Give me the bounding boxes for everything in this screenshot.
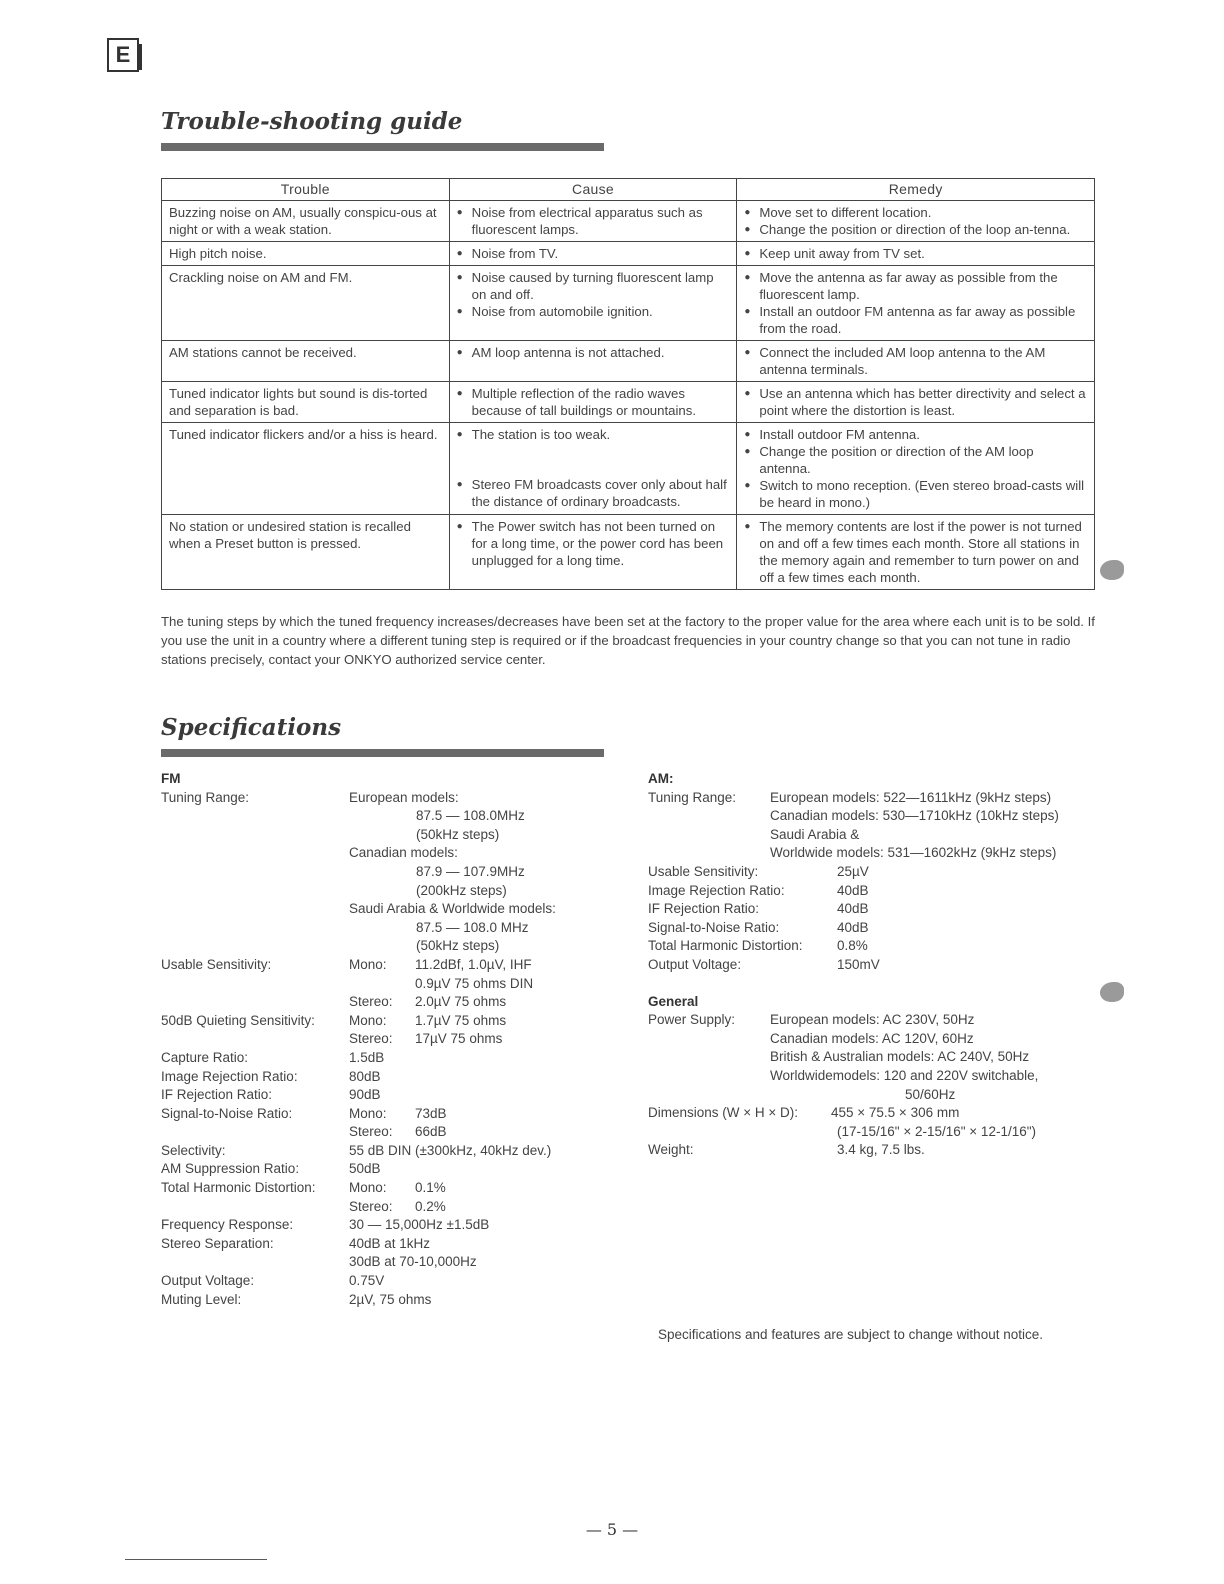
spec-mode: Mono: [349, 1180, 387, 1196]
spec-row [161, 956, 621, 1012]
spec-row [161, 1272, 621, 1291]
spec-value: 25µV [837, 863, 869, 879]
spec-label: Tuning Range: [161, 789, 250, 805]
cause-item: ● Multiple reflection of the radio waves because of tall buildings or mountains. [457, 385, 731, 419]
cause-item: ● Noise from electrical apparatus such as fluorescent lamps. [457, 204, 731, 238]
spec-value: 0.1% [415, 1180, 446, 1196]
spec-value: 40dB [837, 901, 869, 917]
decorative-line [125, 1559, 267, 1560]
spec-value: 11.2dBf, 1.0µV, IHF [415, 956, 532, 972]
spec-row [161, 1068, 621, 1087]
spec-value: 73dB [415, 1105, 447, 1121]
am-heading: AM: [648, 771, 674, 786]
spec-value: 0.8% [837, 938, 868, 954]
spec-line: 87.5 — 108.0MHz [416, 808, 525, 824]
spec-row [648, 937, 1108, 956]
spec-row [161, 789, 621, 956]
header-remedy: Remedy [737, 179, 1095, 201]
spec-value: 3.4 kg, 7.5 lbs. [837, 1142, 925, 1158]
spec-label: Usable Sensitivity: [648, 863, 759, 879]
cause-item: ● The Power switch has not been turned on for a long time, or the power cord has been unplugged for a long time. [457, 518, 731, 569]
spec-label: Tuning Range: [648, 789, 737, 805]
spec-line: Saudi Arabia & Worldwide models: [349, 901, 556, 917]
language-badge: E [107, 38, 139, 72]
scan-mark [1100, 560, 1124, 580]
fm-heading: FM [161, 771, 181, 786]
spec-value: 2.0µV 75 ohms [415, 994, 507, 1010]
spec-line: Canadian models: [349, 845, 458, 861]
cause-item: ● AM loop antenna is not attached. [457, 344, 731, 361]
spec-row [648, 900, 1108, 919]
spec-label: Dimensions (W × H × D): [648, 1105, 799, 1121]
spec-row [648, 863, 1108, 882]
scan-mark [1100, 982, 1124, 1002]
spec-label: Signal-to-Noise Ratio: [161, 1105, 293, 1121]
trouble-cell: Buzzing noise on AM, usually conspicu-ous at night or with a weak station. [162, 201, 450, 242]
remedy-item: ● Switch to mono reception. (Even stereo broad-casts will be heard in mono.) [744, 477, 1088, 511]
remedy-cell [737, 341, 1095, 382]
spec-line: 87.5 — 108.0 MHz [416, 919, 529, 935]
am-general-specs [648, 770, 1108, 1160]
table-row [162, 515, 1095, 590]
spec-label: Signal-to-Noise Ratio: [648, 919, 780, 935]
cause-cell [449, 242, 737, 266]
spec-label: Total Harmonic Distortion: [161, 1180, 316, 1196]
spec-mode: Stereo: [349, 994, 393, 1010]
header-cause: Cause [449, 179, 737, 201]
spec-line: Canadian models: AC 120V, 60Hz [770, 1030, 974, 1046]
spec-row [648, 1141, 1108, 1160]
header-trouble: Trouble [162, 179, 450, 201]
spec-row [648, 882, 1108, 901]
spec-mode: Stereo: [349, 1031, 393, 1047]
table-row [162, 242, 1095, 266]
spec-value: 50dB [349, 1161, 381, 1177]
spec-label: 50dB Quieting Sensitivity: [161, 1012, 315, 1028]
table-row [162, 266, 1095, 341]
spec-row [648, 1011, 1108, 1104]
spec-row [161, 1160, 621, 1179]
spec-line: 50/60Hz [905, 1086, 956, 1102]
title-underline-bar [161, 749, 604, 757]
spec-label: AM Suppression Ratio: [161, 1161, 300, 1177]
spec-mode: Stereo: [349, 1124, 393, 1140]
spec-label: Frequency Response: [161, 1217, 294, 1233]
cause-cell [449, 423, 737, 515]
spec-mode: Mono: [349, 1012, 387, 1028]
spec-value: 0.75V [349, 1273, 385, 1289]
specifications-title: Specifications [161, 714, 342, 741]
spec-label: Muting Level: [161, 1291, 242, 1307]
cause-cell [449, 201, 737, 242]
spec-row [161, 1216, 621, 1235]
remedy-item: ● Move the antenna as far away as possible from the fluorescent lamp. [744, 269, 1088, 303]
spec-value: 90dB [349, 1087, 381, 1103]
remedy-cell [737, 266, 1095, 341]
fm-specs [161, 770, 621, 1309]
trouble-cell: Tuned indicator lights but sound is dis-torted and separation is bad. [162, 382, 450, 423]
spec-line: European models: [349, 789, 459, 805]
spec-mode: Mono: [349, 956, 387, 972]
troubleshooting-title: Trouble-shooting guide [161, 108, 463, 135]
spec-label: IF Rejection Ratio: [161, 1087, 273, 1103]
spec-mode: Stereo: [349, 1198, 393, 1214]
trouble-cell: High pitch noise. [162, 242, 450, 266]
cause-item: ● Noise caused by turning fluorescent lamp on and off. [457, 269, 731, 303]
spec-line: 87.9 — 107.9MHz [416, 863, 525, 879]
trouble-cell: AM stations cannot be received. [162, 341, 450, 382]
spec-value: 1.7µV 75 ohms [415, 1012, 507, 1028]
remedy-item: ● Move set to different location. [744, 204, 1088, 221]
spec-row [161, 1142, 621, 1161]
title-underline-bar [161, 143, 604, 151]
trouble-cell: Crackling noise on AM and FM. [162, 266, 450, 341]
table-header-row [162, 179, 1095, 201]
cause-cell [449, 382, 737, 423]
spec-label: Total Harmonic Distortion: [648, 938, 803, 954]
spec-value [349, 789, 621, 956]
spec-value: 40dB [837, 882, 869, 898]
trouble-cell: Tuned indicator flickers and/or a hiss is heard. [162, 423, 450, 515]
table-row [162, 423, 1095, 515]
tuning-steps-note: The tuning steps by which the tuned frequency increases/decreases have been set at the factory to the proper value for the area where each unit is to be sold. If you use the unit in a country where a different tuning step is required or if the broadcast frequencies in your country change so that you can not tune in radio stations precisely, contact your ONKYO authorized service center. [161, 614, 1095, 667]
spec-line: Saudi Arabia & [770, 826, 860, 842]
spec-row [161, 1291, 621, 1310]
spec-row [648, 1104, 1108, 1141]
table-row [162, 382, 1095, 423]
spec-line: Canadian models: 530—1710kHz (10kHz steps) [770, 808, 1059, 824]
spec-value: 66dB [415, 1124, 447, 1140]
spec-row [161, 1049, 621, 1068]
spec-label: Stereo Separation: [161, 1235, 274, 1251]
spec-value: 455 × 75.5 × 306 mm [831, 1105, 960, 1121]
remedy-item: ● Install outdoor FM antenna. [744, 426, 1088, 443]
remedy-cell [737, 242, 1095, 266]
spec-line: (50kHz steps) [416, 826, 500, 842]
remedy-cell [737, 423, 1095, 515]
spec-value: 17µV 75 ohms [415, 1031, 503, 1047]
troubleshooting-table [161, 178, 1095, 590]
page-number: — 5 — [585, 1520, 639, 1539]
cause-cell [449, 515, 737, 590]
spec-row [161, 1235, 621, 1272]
spec-value: (17-15/16" × 2-15/16" × 12-1/16") [837, 1123, 1037, 1139]
spec-row [161, 1179, 621, 1216]
spec-label: Selectivity: [161, 1142, 226, 1158]
spec-mode: Mono: [349, 1105, 387, 1121]
trouble-cell: No station or undesired station is recalled when a Preset button is pressed. [162, 515, 450, 590]
spec-value: 80dB [349, 1068, 381, 1084]
spec-row [648, 919, 1108, 938]
spec-label: Image Rejection Ratio: [648, 882, 785, 898]
spec-value: 2µV, 75 ohms [349, 1291, 432, 1307]
table-row [162, 201, 1095, 242]
remedy-cell [737, 515, 1095, 590]
spec-line: (200kHz steps) [416, 882, 507, 898]
spec-line: Worldwidemodels: 120 and 220V switchable, [770, 1067, 1039, 1083]
spec-label: Capture Ratio: [161, 1049, 249, 1065]
table-row [162, 341, 1095, 382]
remedy-item: ● Change the position or direction of the loop an-tenna. [744, 221, 1088, 238]
spec-value: 30 — 15,000Hz ±1.5dB [349, 1217, 490, 1233]
cause-item: ● Noise from automobile ignition. [457, 303, 731, 320]
remedy-item: ● Change the position or direction of the AM loop antenna. [744, 443, 1088, 477]
spec-line: British & Australian models: AC 240V, 50Hz [770, 1049, 1030, 1065]
spec-row [161, 1105, 621, 1142]
spec-line: (50kHz steps) [416, 938, 500, 954]
general-heading: General [648, 993, 699, 1009]
spec-label: Weight: [648, 1142, 694, 1158]
spec-value: 0.9µV 75 ohms DIN [415, 975, 534, 991]
change-notice: Specifications and features are subject to change without notice. [658, 1327, 1043, 1342]
cause-item: ● Stereo FM broadcasts cover only about half the distance of ordinary broadcasts. [457, 476, 731, 510]
cause-cell [449, 341, 737, 382]
spec-label: IF Rejection Ratio: [648, 901, 760, 917]
cause-item: ● The station is too weak. [457, 426, 731, 443]
spec-label: Image Rejection Ratio: [161, 1068, 298, 1084]
cause-cell [449, 266, 737, 341]
spec-value: 1.5dB [349, 1049, 385, 1065]
cause-item: ● Noise from TV. [457, 245, 731, 262]
spec-row [161, 1012, 621, 1049]
spec-line: European models: 522—1611kHz (9kHz steps) [770, 789, 1052, 805]
spec-label: Usable Sensitivity: [161, 956, 272, 972]
spec-line: European models: AC 230V, 50Hz [770, 1012, 975, 1028]
spec-value: 55 dB DIN (±300kHz, 40kHz dev.) [349, 1142, 552, 1158]
spec-row [161, 1086, 621, 1105]
spec-value: 40dB [837, 919, 869, 935]
spec-value: 150mV [837, 956, 880, 972]
spec-row [648, 956, 1108, 975]
spec-line: Worldwide models: 531—1602kHz (9kHz steps) [770, 845, 1057, 861]
spec-row [648, 789, 1108, 863]
spec-value: 40dB at 1kHz [349, 1235, 431, 1251]
remedy-cell [737, 201, 1095, 242]
remedy-item: ● Keep unit away from TV set. [744, 245, 1088, 262]
remedy-item: ● The memory contents are lost if the power is not turned on and off a few times each month. Store all stations in the memory again and remember to turn power on and off a few times each month. [744, 518, 1088, 586]
remedy-item: ● Use an antenna which has better directivity and select a point where the distortion is least. [744, 385, 1088, 419]
spec-label: Power Supply: [648, 1012, 736, 1028]
remedy-cell [737, 382, 1095, 423]
remedy-item: ● Connect the included AM loop antenna to the AM antenna terminals. [744, 344, 1088, 378]
spec-value: 30dB at 70-10,000Hz [349, 1254, 477, 1270]
spec-value: 0.2% [415, 1198, 446, 1214]
spec-label: Output Voltage: [161, 1273, 255, 1289]
remedy-item: ● Install an outdoor FM antenna as far away as possible from the road. [744, 303, 1088, 337]
spec-label: Output Voltage: [648, 956, 742, 972]
